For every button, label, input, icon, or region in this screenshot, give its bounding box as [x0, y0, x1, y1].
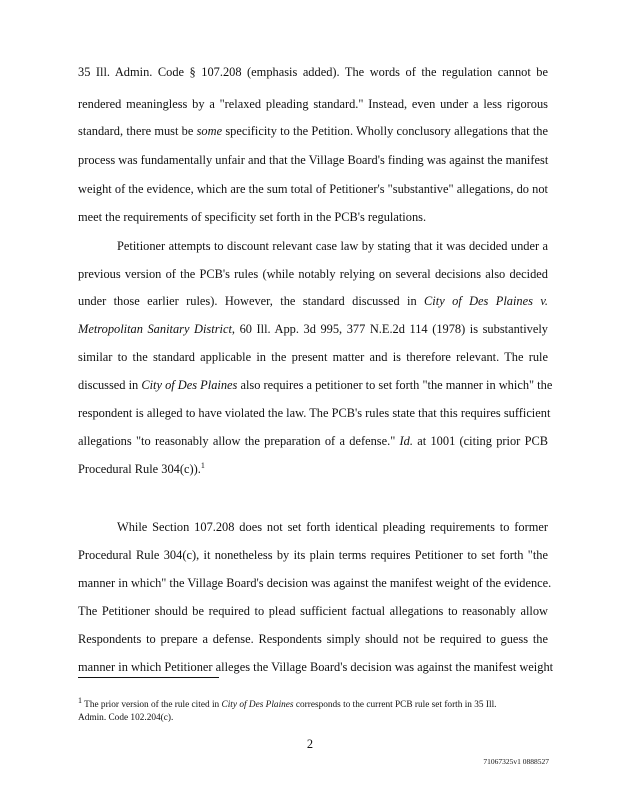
paragraph-1-line-1: 35 Ill. Admin. Code § 107.208 (emphasis added). The words of the regulation cannot be — [78, 65, 548, 79]
document-id: 71067325v1 0888527 — [483, 757, 549, 766]
paragraph-2-line-8: allegations "to reasonably allow the preparation of a defense." Id. at 1001 (citing prior PCB — [78, 434, 548, 448]
paragraph-3-line-1: While Section 107.208 does not set forth identical pleading requirements to former — [117, 520, 548, 534]
paragraph-2-line-2: previous version of the PCB's rules (while notably relying on several decisions also decided — [78, 267, 548, 281]
paragraph-2-line-7: respondent is alleged to have violated the law. The PCB's rules state that this requires sufficient — [78, 406, 551, 420]
paragraph-3-line-3: manner in which" the Village Board's decision was against the manifest weight of the evidence. — [78, 576, 552, 590]
paragraph-3-line-2: Procedural Rule 304(c), it nonetheless by its plain terms requires Petitioner to set forth "the — [78, 548, 548, 562]
paragraph-3-line-4: The Petitioner should be required to plead sufficient factual allegations to reasonably allow — [78, 604, 548, 618]
page-number: 2 — [306, 737, 314, 751]
paragraph-2-line-1: Petitioner attempts to discount relevant case law by stating that it was decided under a — [117, 239, 548, 253]
paragraph-2-line-6: discussed in City of Des Plaines also requires a petitioner to set forth "the manner in which" the — [78, 378, 553, 392]
paragraph-1-line-4: process was fundamentally unfair and that the Village Board's finding was against the manifest — [78, 153, 549, 167]
paragraph-2-line-5: similar to the standard applicable in the present matter and is therefore relevant. The rule — [78, 350, 548, 364]
footnote-line-2: Admin. Code 102.204(c). — [78, 713, 174, 723]
footnote-line-1: $^1$ The prior version of the rule cited in City of Des Plaines corresponds to the current PCB rule set forth in 35 Ill. — [78, 695, 497, 710]
footnote-reference: 1 — [200, 460, 205, 470]
footnote-marker: 1 — [78, 695, 82, 705]
footnote-separator — [78, 677, 219, 678]
paragraph-3-line-6: manner in which Petitioner alleges the Village Board's decision was against the manifest weight — [78, 660, 554, 674]
paragraph-2-line-3: under those earlier rules). However, the standard discussed in City of Des Plaines v. — [78, 294, 548, 308]
paragraph-2-line-9: Procedural Rule 304(c)).$^1$ — [78, 460, 205, 476]
paragraph-3-line-5: Respondents to prepare a defense. Respondents simply should not be required to guess the — [78, 632, 548, 646]
paragraph-2-line-4: Metropolitan Sanitary District, 60 Ill. App. 3d 995, 377 N.E.2d 114 (1978) is substantively — [78, 322, 548, 336]
paragraph-1-line-5: weight of the evidence, which are the sum total of Petitioner's "substantive" allegations, do not — [78, 182, 548, 196]
paragraph-1-line-3: standard, there must be some specificity to the Petition. Wholly conclusory allegations that the — [78, 124, 548, 138]
paragraph-1-line-2: rendered meaningless by a "relaxed pleading standard." Instead, even under a less rigorous — [78, 97, 548, 111]
paragraph-1-line-6: meet the requirements of specificity set forth in the PCB's regulations. — [78, 210, 427, 224]
